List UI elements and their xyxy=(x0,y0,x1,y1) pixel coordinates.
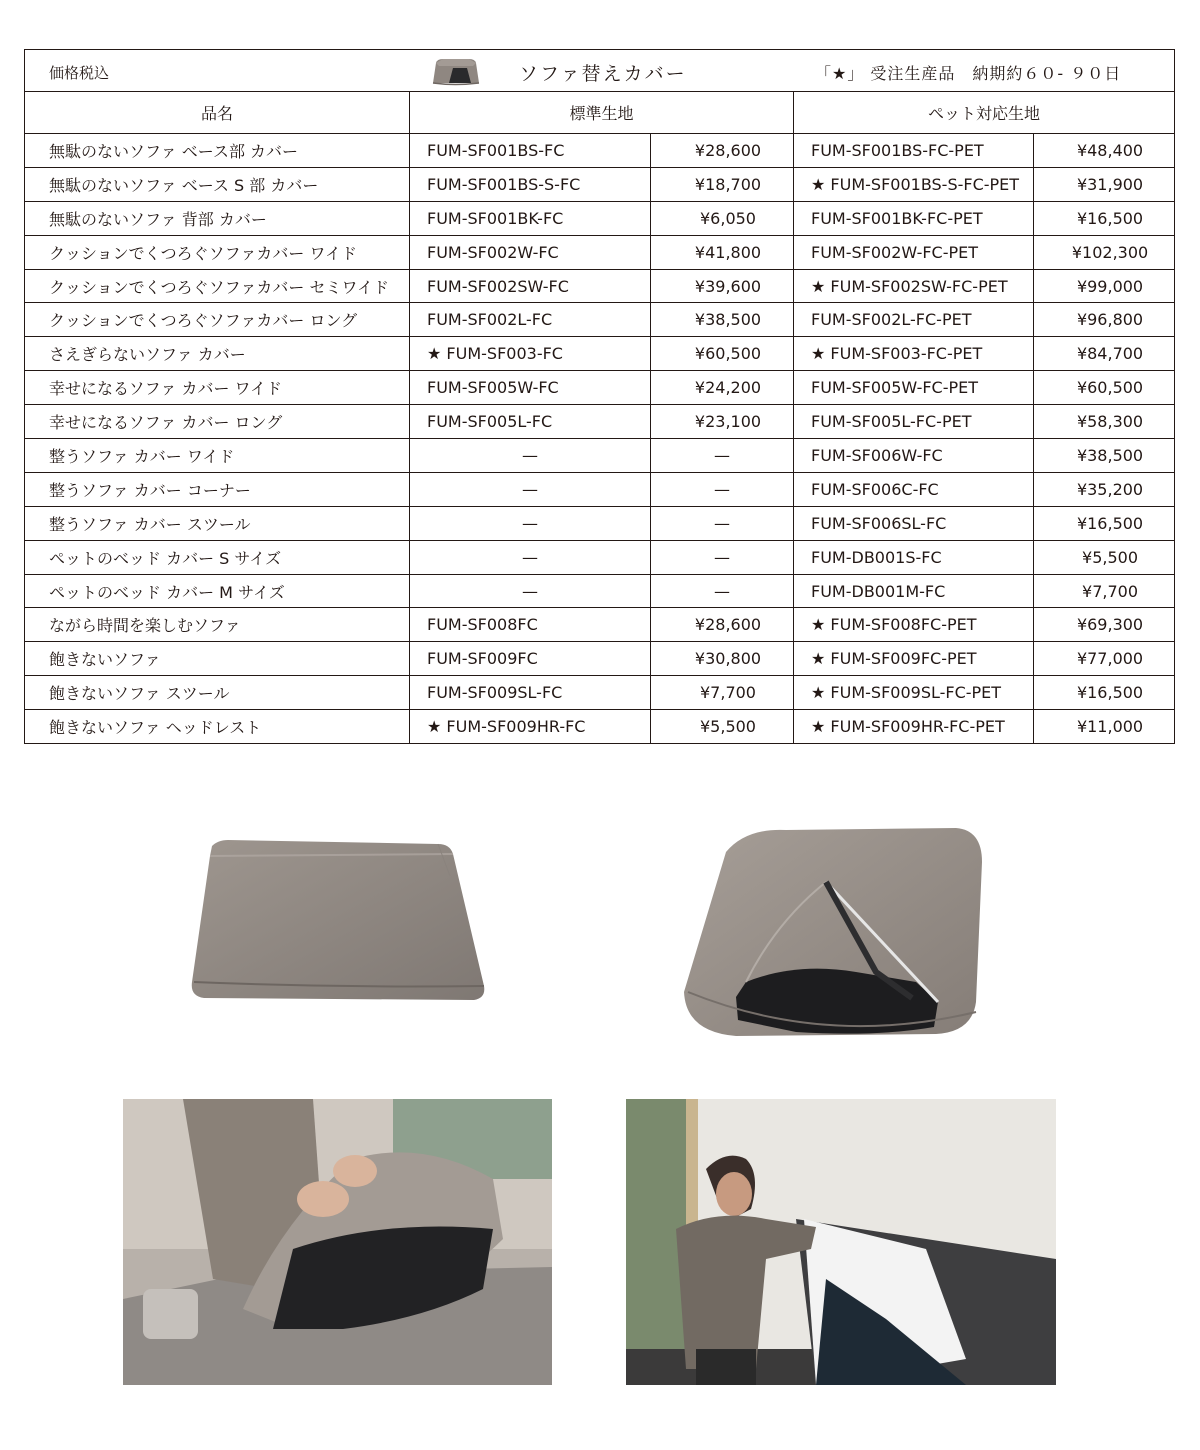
standard-price-cell: — xyxy=(651,439,794,473)
pet-price-cell: ¥16,500 xyxy=(1034,201,1175,235)
tax-included-label: 価格税込 xyxy=(49,64,110,82)
standard-price-cell: ¥18,700 xyxy=(651,167,794,201)
standard-code-cell: FUM-SF002L-FC xyxy=(410,303,651,337)
standard-code-cell: FUM-SF001BS-S-FC xyxy=(410,167,651,201)
standard-price-cell: ¥38,500 xyxy=(651,303,794,337)
standard-price-cell: — xyxy=(651,506,794,540)
table-row xyxy=(25,710,1175,744)
table-row xyxy=(25,574,1175,608)
standard-code-cell: FUM-SF001BS-FC xyxy=(410,134,651,168)
standard-price-cell: ¥30,800 xyxy=(651,642,794,676)
standard-code-cell: FUM-SF005W-FC xyxy=(410,371,651,405)
pet-code-cell: ★ FUM-SF009FC-PET xyxy=(794,642,1034,676)
price-table xyxy=(24,49,1175,744)
standard-code-cell: FUM-SF005L-FC xyxy=(410,405,651,439)
product-name-cell: 幸せになるソファ カバー ロング xyxy=(25,405,410,439)
table-row xyxy=(25,269,1175,303)
sofa-cover-thumbnail-icon xyxy=(427,56,483,86)
pet-price-cell: ¥16,500 xyxy=(1034,676,1175,710)
pet-code-cell: ★ FUM-SF003-FC-PET xyxy=(794,337,1034,371)
pet-price-cell: ¥16,500 xyxy=(1034,506,1175,540)
table-row xyxy=(25,167,1175,201)
product-name-cell: さえぎらないソファ カバー xyxy=(25,337,410,371)
standard-price-cell: ¥28,600 xyxy=(651,608,794,642)
product-name-cell: 飽きないソファ スツール xyxy=(25,676,410,710)
table-row xyxy=(25,472,1175,506)
pet-code-cell: FUM-DB001S-FC xyxy=(794,540,1034,574)
standard-price-cell: ¥39,600 xyxy=(651,269,794,303)
pet-code-cell: FUM-SF006SL-FC xyxy=(794,506,1034,540)
pet-price-cell: ¥31,900 xyxy=(1034,167,1175,201)
standard-price-cell: ¥24,200 xyxy=(651,371,794,405)
standard-price-cell: — xyxy=(651,472,794,506)
table-row xyxy=(25,642,1175,676)
product-name-cell: 整うソファ カバー スツール xyxy=(25,506,410,540)
header-row xyxy=(25,92,1175,134)
standard-code-cell: — xyxy=(410,574,651,608)
standard-code-cell: FUM-SF009SL-FC xyxy=(410,676,651,710)
table-row xyxy=(25,540,1175,574)
standard-code-cell: FUM-SF002SW-FC xyxy=(410,269,651,303)
standard-price-cell: ¥7,700 xyxy=(651,676,794,710)
pet-price-cell: ¥77,000 xyxy=(1034,642,1175,676)
table-row xyxy=(25,506,1175,540)
product-name-cell: 無駄のないソファ ベース部 カバー xyxy=(25,134,410,168)
standard-code-cell: FUM-SF009FC xyxy=(410,642,651,676)
pet-price-cell: ¥69,300 xyxy=(1034,608,1175,642)
zipper-cover-photo xyxy=(676,822,994,1047)
pet-price-cell: ¥48,400 xyxy=(1034,134,1175,168)
pet-price-cell: ¥11,000 xyxy=(1034,710,1175,744)
pet-price-cell: ¥38,500 xyxy=(1034,439,1175,473)
fitting-cover-hands-photo xyxy=(123,1099,552,1385)
standard-code-cell: FUM-SF002W-FC xyxy=(410,235,651,269)
standard-code-cell: — xyxy=(410,472,651,506)
pet-code-cell: FUM-SF001BK-FC-PET xyxy=(794,201,1034,235)
pet-code-cell: FUM-SF002W-FC-PET xyxy=(794,235,1034,269)
made-to-order-note: 「★」 受注生産品 納期約６０- ９０日 xyxy=(815,64,1122,83)
pet-code-cell: FUM-SF002L-FC-PET xyxy=(794,303,1034,337)
pet-code-cell: FUM-SF005W-FC-PET xyxy=(794,371,1034,405)
pet-code-cell: FUM-SF001BS-FC-PET xyxy=(794,134,1034,168)
product-name-cell: クッションでくつろぐソファカバー セミワイド xyxy=(25,269,410,303)
standard-price-cell: ¥23,100 xyxy=(651,405,794,439)
column-header-name: 品名 xyxy=(25,92,410,134)
pet-code-cell: ★ FUM-SF002SW-FC-PET xyxy=(794,269,1034,303)
pet-code-cell: ★ FUM-SF001BS-S-FC-PET xyxy=(794,167,1034,201)
standard-code-cell: ★ FUM-SF003-FC xyxy=(410,337,651,371)
product-name-cell: ペットのベッド カバー M サイズ xyxy=(25,574,410,608)
pet-code-cell: ★ FUM-SF009HR-FC-PET xyxy=(794,710,1034,744)
standard-code-cell: — xyxy=(410,506,651,540)
pet-code-cell: FUM-SF006C-FC xyxy=(794,472,1034,506)
standard-code-cell: FUM-SF008FC xyxy=(410,608,651,642)
pet-price-cell: ¥84,700 xyxy=(1034,337,1175,371)
table-row xyxy=(25,134,1175,168)
pet-code-cell: FUM-DB001M-FC xyxy=(794,574,1034,608)
table-row xyxy=(25,371,1175,405)
pet-price-cell: ¥99,000 xyxy=(1034,269,1175,303)
pet-code-cell: ★ FUM-SF008FC-PET xyxy=(794,608,1034,642)
pet-price-cell: ¥96,800 xyxy=(1034,303,1175,337)
pet-price-cell: ¥35,200 xyxy=(1034,472,1175,506)
product-name-cell: クッションでくつろぐソファカバー ワイド xyxy=(25,235,410,269)
product-name-cell: 無駄のないソファ ベース S 部 カバー xyxy=(25,167,410,201)
folded-cover-photo xyxy=(188,836,498,1004)
pet-code-cell: FUM-SF006W-FC xyxy=(794,439,1034,473)
standard-price-cell: ¥5,500 xyxy=(651,710,794,744)
pet-price-cell: ¥58,300 xyxy=(1034,405,1175,439)
product-name-cell: ながら時間を楽しむソファ xyxy=(25,608,410,642)
table-row xyxy=(25,608,1175,642)
standard-price-cell: ¥6,050 xyxy=(651,201,794,235)
table-row xyxy=(25,303,1175,337)
pet-price-cell: ¥7,700 xyxy=(1034,574,1175,608)
standard-code-cell: ★ FUM-SF009HR-FC xyxy=(410,710,651,744)
document-title: ソファ替えカバー xyxy=(519,63,687,85)
product-name-cell: 整うソファ カバー コーナー xyxy=(25,472,410,506)
standard-price-cell: ¥60,500 xyxy=(651,337,794,371)
standard-code-cell: — xyxy=(410,540,651,574)
table-row xyxy=(25,676,1175,710)
table-row xyxy=(25,201,1175,235)
table-row xyxy=(25,439,1175,473)
product-name-cell: 飽きないソファ xyxy=(25,642,410,676)
table-row xyxy=(25,337,1175,371)
title-cell xyxy=(25,50,1175,92)
table-row xyxy=(25,405,1175,439)
pet-price-cell: ¥5,500 xyxy=(1034,540,1175,574)
standard-price-cell: — xyxy=(651,574,794,608)
product-name-cell: 無駄のないソファ 背部 カバー xyxy=(25,201,410,235)
pet-code-cell: FUM-SF005L-FC-PET xyxy=(794,405,1034,439)
standard-price-cell: — xyxy=(651,540,794,574)
pet-code-cell: ★ FUM-SF009SL-FC-PET xyxy=(794,676,1034,710)
product-name-cell: クッションでくつろぐソファカバー ロング xyxy=(25,303,410,337)
standard-code-cell: — xyxy=(410,439,651,473)
standard-price-cell: ¥41,800 xyxy=(651,235,794,269)
product-name-cell: ペットのベッド カバー S サイズ xyxy=(25,540,410,574)
pet-price-cell: ¥102,300 xyxy=(1034,235,1175,269)
standard-code-cell: FUM-SF001BK-FC xyxy=(410,201,651,235)
product-name-cell: 飽きないソファ ヘッドレスト xyxy=(25,710,410,744)
standard-price-cell: ¥28,600 xyxy=(651,134,794,168)
column-header-standard: 標準生地 xyxy=(410,92,794,134)
product-name-cell: 幸せになるソファ カバー ワイド xyxy=(25,371,410,405)
fitting-cover-man-photo xyxy=(626,1099,1056,1385)
product-name-cell: 整うソファ カバー ワイド xyxy=(25,439,410,473)
column-header-pet: ペット対応生地 xyxy=(794,92,1175,134)
table-row xyxy=(25,235,1175,269)
title-row xyxy=(25,50,1175,92)
pet-price-cell: ¥60,500 xyxy=(1034,371,1175,405)
